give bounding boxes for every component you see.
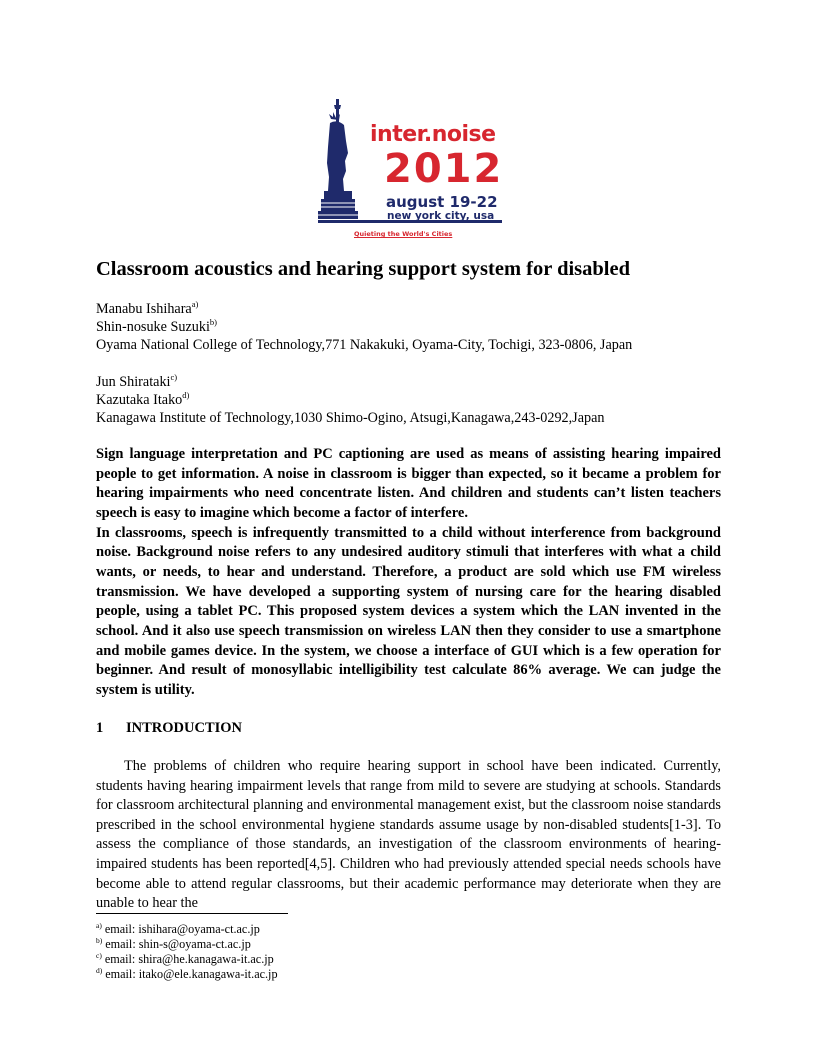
author-affiliation: Kanagawa Institute of Technology,1030 Shimo-Ogino, Atsugi,Kanagawa,243-0292,Japan <box>96 410 605 426</box>
footnote: $^{d)}$ email: itako@ele.kanagawa-it.ac.jp <box>96 966 278 981</box>
author-name: Kazutaka Itako$^{d)}$ <box>96 390 190 408</box>
author-name: Shin-nosuke Suzuki$^{b)}$ <box>96 317 217 335</box>
conference-logo <box>318 97 502 243</box>
footnote: $^{b)}$ email: shin-s@oyama-ct.ac.jp <box>96 936 251 951</box>
logo-line1: inter.noise <box>370 122 496 147</box>
section-heading <box>96 720 242 737</box>
footnote-divider <box>96 913 288 914</box>
abstract-paragraph: Sign language interpretation and PC captioning are used as means of assisting hearing impaired people to get information. A noise in classroom is bigger than expected, so it became a problem for hearing impairments who need concentrate listen. And children and students can’t listen teachers speech is easy to imagine which become a factor of interfere. <box>96 446 721 521</box>
abstract <box>96 445 721 701</box>
section-title: INTRODUCTION <box>126 720 243 736</box>
body-paragraph: The problems of children who require hearing support in school have been indicated. Currently, students having hearing impairment levels that range from mild to severe are studying at schools. Standards for classroom architectural planning and environmental management exist, but the classroom noise standards prescribed in the school environmental hygiene standards assume usage by non-disabled students[1-3]. To assess the compliance of those standards, an investigation of the classroom environments of hearing-impaired students has been reported[4,5]. Children who had previously attended special needs schools have become able to attend regular classrooms, but their academic performance may deteriorate when they are unable to hear the <box>96 758 721 912</box>
logo-line4: new york city, usa <box>387 210 495 222</box>
abstract-paragraph: In classrooms, speech is infrequently transmitted to a child without interference from background noise. Background noise refers to any undesired auditory stimuli that interferes with what a child wants, or needs, to hear and understand. Therefore, a product are sold which use FM wireless transmission. We have developed a supporting system of nursing care for the hearing disabled people, using a tablet PC. This proposed system devices a system which the LAN invented in the school. And it also use speech transmission on wireless LAN then they consider to use a smartphone and mobile games device. In the system, we choose a interface of GUI which is a few operation for beginner. And result of monosyllabic intelligibility test calculate 86% average. We can judge the system is utility. <box>96 524 721 698</box>
author-name: Jun Shirataki$^{c)}$ <box>96 372 178 390</box>
author-affiliation: Oyama National College of Technology,771 Nakakuki, Oyama-City, Tochigi, 323-0806, Japan <box>96 337 633 353</box>
logo-tagline: Quieting the World's Cities <box>354 230 453 238</box>
author-group-2 <box>96 373 736 427</box>
logo-line3: august 19-22 <box>386 193 498 211</box>
author-name: Manabu Ishihara$^{a)}$ <box>96 299 199 317</box>
author-group-1 <box>96 300 736 354</box>
section-number: 1 <box>96 720 104 736</box>
footnote: $^{c)}$ email: shira@he.kanagawa-it.ac.jp <box>96 951 274 966</box>
footnotes <box>96 922 278 982</box>
statue-silhouette-icon <box>318 99 358 219</box>
footnote: $^{a)}$ email: ishihara@oyama-ct.ac.jp <box>96 921 260 936</box>
logo-line2: 2012 <box>384 146 504 192</box>
paper-title: Classroom acoustics and hearing support system for disabled <box>96 258 631 280</box>
section-body <box>96 757 721 914</box>
